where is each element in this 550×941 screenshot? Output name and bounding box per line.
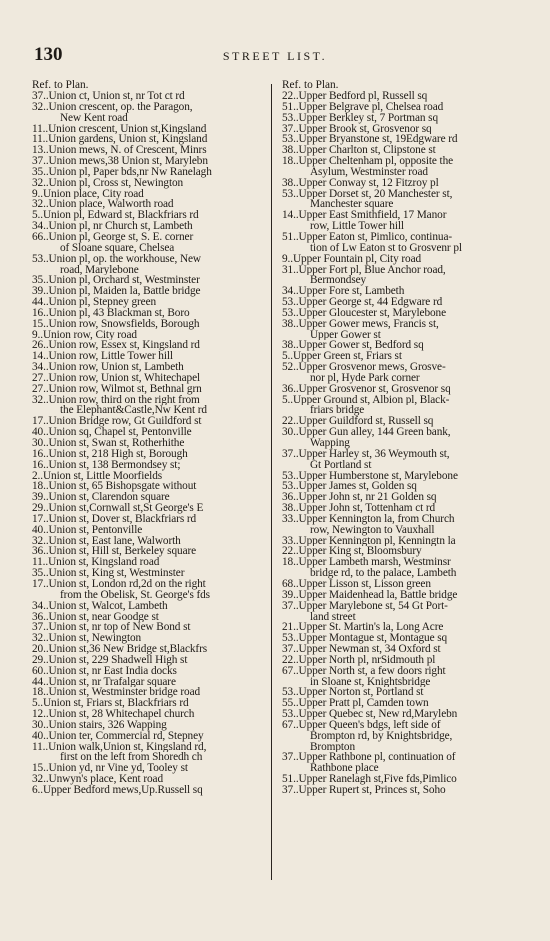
entry-line: 31..Upper Fort pl, Blue Anchor road, [282,264,446,276]
street-entry [32,438,270,449]
street-entry [32,742,270,764]
entry-continuation: the Elephant&Castle,Nw Kent rd [60,405,207,417]
entry-line: 14..Union row, Little Tower hill [32,351,173,363]
entry-line: 16..Union st, 138 Bermondsey st; [32,459,181,471]
entry-line: 51..Upper Belgrave pl, Chelsea road [282,101,444,113]
street-entry [282,622,520,633]
entry-continuation: Brompton [310,741,356,753]
entry-line: 53..Upper Montague st, Montague sq [282,633,448,645]
street-entry [32,774,270,785]
entry-line: 30..Upper Gun alley, 144 Green bank, [282,427,451,438]
street-entry [32,297,270,308]
entry-line: 17..Union Bridge row, Gt Guildford st [32,416,202,428]
entry-line: 18..Union st, Westminster bridge road [32,687,201,699]
entry-line: 27..Union row, Union st, Whitechapel [32,372,201,384]
street-entry [282,232,520,254]
street-entry [32,601,270,612]
entry-continuation: bridge rd, to the palace, Lambeth [310,568,457,579]
street-entry [32,579,270,601]
entry-line: 53..Upper Bryanstone st, 19Edgware rd [282,134,458,146]
entry-line: 37..Upper Harley st, 36 Weymouth st, [282,448,450,460]
street-entry [32,698,270,709]
entry-line: 40..Union st, Pentonville [32,524,143,536]
entry-line: 33..Upper Kennington la, from Church [282,513,455,525]
entry-line: 53..Upper Gloucester st, Marylebone [282,307,447,319]
street-entry [282,774,520,785]
entry-line: 35..Union st, King st, Westminster [32,568,185,579]
page-number: 130 [34,44,63,65]
entry-continuation: road, Marylebone [60,264,139,276]
entry-line: 21..Upper St. Martin's la, Long Acre [282,622,444,634]
entry-line: 53..Upper James st, Golden sq [282,481,417,493]
street-entry [282,492,520,503]
street-entry [32,134,270,145]
entry-line: 44..Union st, nr Trafalgar square [32,676,176,688]
entry-continuation: row, Little Tower hill [310,221,404,232]
street-entry [282,720,520,753]
street-entry [282,644,520,655]
entry-line: 29..Union st,Cornwall st,St George's E [32,503,204,514]
entry-line: 2..Union st, Little Moorfields [32,470,163,482]
entry-line: 38..Upper Gower mews, Francis st, [282,318,439,330]
entry-line: 36..Union st, Hill st, Berkeley square [32,546,197,558]
entry-line: 53..Union pl, op. the workhouse, New [32,253,201,265]
entry-line: 32..Unwyn's place, Kent road [32,774,163,785]
street-entry [32,254,270,276]
entry-line: 34..Union pl, nr Church st, Lambeth [32,221,193,232]
entry-line: 67..Upper North st, a few doors right [282,665,446,677]
entry-line: 38..Upper Charlton st, Clipstone st [282,145,436,157]
entry-line: 13..Union mews, N. of Crescent, Minrs [32,145,207,157]
entry-line: 15..Union row, Snowsfields, Borough [32,318,200,330]
street-entry [32,709,270,720]
entry-line: 37..Upper Newman st, 34 Oxford st [282,644,441,655]
street-entry [32,156,270,167]
entry-line: 17..Union st, London rd,2d on the right [32,578,206,590]
entry-continuation: Manchester square [310,199,394,211]
entry-line: 5..Union st, Friars st, Blackfriars rd [32,698,189,710]
entry-line: 14..Upper East Smithfield, 17 Manor [282,210,447,222]
street-entry [282,351,520,362]
street-entry [32,416,270,427]
street-entry [32,189,270,200]
entry-line: 5..Upper Ground st, Albion pl, Black- [282,394,450,406]
street-entry [282,698,520,709]
entry-line: 27..Union row, Wilmot st, Bethnal grn [32,383,202,395]
street-entry [282,178,520,189]
entry-line: 32..Union pl, Cross st, Newington [32,177,184,189]
entry-line: 37..Upper Marylebone st, 54 Gt Port- [282,600,448,612]
entry-line: 67..Upper Queen's bdgs, left side of [282,719,441,731]
street-entry [32,622,270,633]
street-entry [32,384,270,395]
street-entry [32,460,270,471]
street-entry [32,492,270,503]
ref-heading: Ref. to Plan. [282,79,339,91]
street-entry [282,416,520,427]
street-entry [282,340,520,351]
street-entry [32,785,270,796]
street-entry [32,210,270,221]
entry-line: 15..Union yd, nr Vine yd, Tooley st [32,763,188,775]
entry-line: 38..Upper Gower st, Bedford sq [282,340,424,352]
entry-line: 9..Union place, City road [32,188,144,200]
page-header [34,44,516,68]
street-entry [32,373,270,384]
street-entry [32,145,270,156]
entry-line: 36..Upper John st, nr 21 Golden sq [282,492,437,504]
street-entry [32,449,270,460]
street-entry [32,666,270,677]
entry-line: 37..Upper Brook st, Grosvenor sq [282,123,432,135]
entry-line: 60..Union st, nr East India docks [32,665,177,677]
street-entry [32,677,270,688]
entry-line: 22..Upper North pl, nrSidmouth pl [282,654,436,666]
entry-line: 37..Upper Rathbone pl, continuation of [282,752,456,764]
entry-line: 22..Upper King st, Bloomsbury [282,546,422,558]
street-entry [32,612,270,623]
entry-line: 26..Union row, Essex st, Kingsland rd [32,340,200,352]
entry-line: 18..Upper Lambeth marsh, Westminsr [282,557,451,569]
street-entry [32,124,270,135]
entry-continuation: Brompton rd, by Knightsbridge, [310,730,453,742]
street-entry [32,286,270,297]
ref-heading: Ref. to Plan. [32,79,89,91]
entry-line: 37..Union st, nr top of New Bond st [32,622,191,634]
street-entry [32,351,270,362]
entry-line: 16..Union st, 218 High st, Borough [32,448,188,460]
street-entry [32,633,270,644]
entry-line: 37..Upper Rupert st, Princes st, Soho [282,785,446,796]
street-entry [282,666,520,688]
entry-line: 53..Upper Berkley st, 7 Portman sq [282,112,438,124]
street-entry [32,687,270,698]
street-entry [282,633,520,644]
street-entry [282,687,520,698]
entry-line: 44..Union pl, Stepney green [32,297,157,308]
entry-line: 39..Upper Maidenhead la, Battle bridge [282,589,458,601]
street-entry [282,145,520,156]
entry-line: 9..Union row, City road [32,329,137,341]
entry-line: 32..Union place, Walworth road [32,199,174,211]
entry-line: 51..Upper Eaton st, Pimlico, continua- [282,231,453,243]
left-column [32,80,270,796]
entry-line: 11..Union walk,Union st, Kingsland rd, [32,741,207,753]
street-entry [282,319,520,341]
street-entry [32,655,270,666]
street-entry [32,178,270,189]
street-entry [282,113,520,124]
street-entry [282,156,520,178]
street-entry [282,91,520,102]
street-entry [282,395,520,417]
street-entry [282,471,520,482]
street-entry [32,481,270,492]
entry-line: 34..Union row, Union st, Lambeth [32,362,184,373]
street-entry [32,221,270,232]
street-entry [32,340,270,351]
entry-line: 30..Union stairs, 326 Wapping [32,719,167,731]
entry-continuation: from the Obelisk, St. George's fds [60,589,210,601]
entry-line: 66..Union pl, George st, S. E. corner [32,231,194,243]
street-entry [282,297,520,308]
entry-line: 35..Union pl, Paper bds,nr Nw Ranelagh [32,166,212,178]
street-entry [32,546,270,557]
street-entry [282,384,520,395]
entry-line: 53..Upper Dorset st, 20 Manchester st, [282,188,453,200]
street-entry [282,536,520,547]
entry-line: 33..Upper Kennington pl, Kenningtn la [282,535,456,547]
street-entry [32,319,270,330]
street-entry [32,644,270,655]
street-entry [282,590,520,601]
entry-continuation: of Sloane square, Chelsea [60,242,175,254]
street-entry [32,330,270,341]
street-entry [32,199,270,210]
entry-continuation: land street [310,611,356,623]
column-divider [271,84,272,880]
entry-line: 18..Union st, 65 Bishopsgate without [32,481,197,493]
street-entry [282,579,520,590]
entry-line: 35..Union pl, Orchard st, Westminster [32,275,200,287]
street-entry [282,134,520,145]
entry-line: 32..Union st, Newington [32,633,142,645]
entry-line: 5..Union pl, Edward st, Blackfriars rd [32,210,199,222]
street-entry [282,655,520,666]
entry-line: 16..Union pl, 43 Blackman st, Boro [32,307,190,319]
street-entry [32,557,270,568]
street-entry [282,189,520,211]
entry-continuation: New Kent road [60,112,128,124]
entry-line: 34..Upper Fore st, Lambeth [282,286,405,298]
entry-line: 53..Upper Norton st, Portland st [282,687,424,699]
street-entry [282,785,520,796]
entry-line: 32..Union row, third on the right from [32,394,200,406]
entry-line: 11..Union crescent, Union st,Kingsland [32,123,207,135]
entry-line: 38..Upper John st, Tottenham ct rd [282,503,436,514]
street-entry [282,210,520,232]
entry-line: 36..Upper Grosvenor st, Grosvenor sq [282,383,451,395]
entry-continuation: friars bridge [310,405,365,417]
street-entry [32,536,270,547]
entry-line: 39..Union pl, Maiden la, Battle bridge [32,286,201,298]
street-entry [282,481,520,492]
entry-line: 5..Upper Green st, Friars st [282,351,402,363]
entry-line: 37..Union ct, Union st, nr Tot ct rd [32,91,185,102]
entry-continuation: Bermondsey [310,275,367,287]
entry-line: 40..Union sq, Chapel st, Pentonville [32,427,192,438]
entry-continuation: in Sloane st, Knightsbridge [310,676,431,688]
entry-line: 11..Union st, Kingsland road [32,557,160,569]
entry-continuation: Rathbone place [310,763,379,775]
entry-continuation: Asylum, Westminster road [310,166,428,178]
street-entry [32,427,270,438]
right-column [282,80,520,796]
street-entry [32,362,270,373]
street-entry [282,449,520,471]
street-entry [282,308,520,319]
entry-line: 11..Union gardens, Union st, Kingsland [32,134,208,146]
street-entry [282,709,520,720]
street-entry [282,286,520,297]
entry-line: 18..Upper Cheltenham pl, opposite the [282,156,454,167]
street-entry [32,503,270,514]
street-entry [282,503,520,514]
entry-continuation: Wapping [310,438,350,449]
entry-line: 30..Union st, Swan st, Rotherhithe [32,438,185,449]
entry-continuation: Upper Gower st [310,329,381,341]
entry-line: 22..Upper Guildford st, Russell sq [282,416,434,428]
street-entry [32,514,270,525]
entry-line: 53..Upper George st, 44 Edgware rd [282,297,443,308]
street-entry [32,395,270,417]
street-entry [282,265,520,287]
entry-line: 39..Union st, Clarendon square [32,492,170,504]
entry-line: 22..Upper Bedford pl, Russell sq [282,91,428,102]
street-entry [32,102,270,124]
street-entry [32,308,270,319]
entry-line: 51..Upper Ranelagh st,Five fds,Pimlico [282,774,457,785]
street-entry [32,525,270,536]
entry-line: 9..Upper Fountain pl, City road [282,253,422,265]
street-entry [32,232,270,254]
street-entry [32,731,270,742]
entry-line: 37..Union mews,38 Union st, Marylebn [32,156,208,167]
entry-line: 52..Upper Grosvenor mews, Grosve- [282,362,446,373]
street-entry [32,471,270,482]
entry-line: 40..Union ter, Commercial rd, Stepney [32,730,204,742]
street-entry [282,557,520,579]
entry-line: 53..Upper Quebec st, New rd,Marylebn [282,709,458,720]
street-entry [282,752,520,774]
street-entry [282,102,520,113]
street-entry [32,763,270,774]
street-entry [282,362,520,384]
entry-continuation: first on the left from Shoredh ch [60,752,203,764]
entry-line: 32..Union st, East lane, Walworth [32,535,181,547]
entry-line: 32..Union crescent, op. the Paragon, [32,101,193,113]
entry-line: 38..Upper Conway st, 12 Fitzroy pl [282,177,439,189]
entry-continuation: nor pl, Hyde Park corner [310,372,420,384]
entry-line: 34..Union st, Walcot, Lambeth [32,600,168,612]
page-title: STREET LIST. [222,49,328,63]
street-entry [32,720,270,731]
street-entry [282,124,520,135]
entry-line: 12..Union st, 28 Whitechapel church [32,709,195,720]
entry-line: 29..Union st, 229 Shadwell High st [32,654,188,666]
entry-line: 20..Union st,36 New Bridge st,Blackfrs [32,644,208,655]
entry-line: 17..Union st, Dover st, Blackfriars rd [32,513,197,525]
entry-line: 6..Upper Bedford mews,Up.Russell sq [32,785,203,796]
entry-line: 55..Upper Pratt pl, Camden town [282,698,429,710]
entry-continuation: Gt Portland st [310,459,372,471]
street-entry [32,568,270,579]
entry-continuation: tion of Lw Eaton st to Grosvenr pl [310,242,462,254]
entry-line: 53..Upper Humberstone st, Marylebone [282,470,458,482]
street-entry [32,91,270,102]
street-entry [32,167,270,178]
street-entry [282,514,520,536]
entry-continuation: row, Newington to Vauxhall [310,524,435,536]
entry-line: 68..Upper Lisson st, Lisson green [282,578,431,590]
street-entry [282,427,520,449]
street-entry [282,546,520,557]
street-entry [282,601,520,623]
street-entry [32,275,270,286]
entry-line: 36..Union st, near Goodge st [32,611,159,623]
street-entry [282,254,520,265]
